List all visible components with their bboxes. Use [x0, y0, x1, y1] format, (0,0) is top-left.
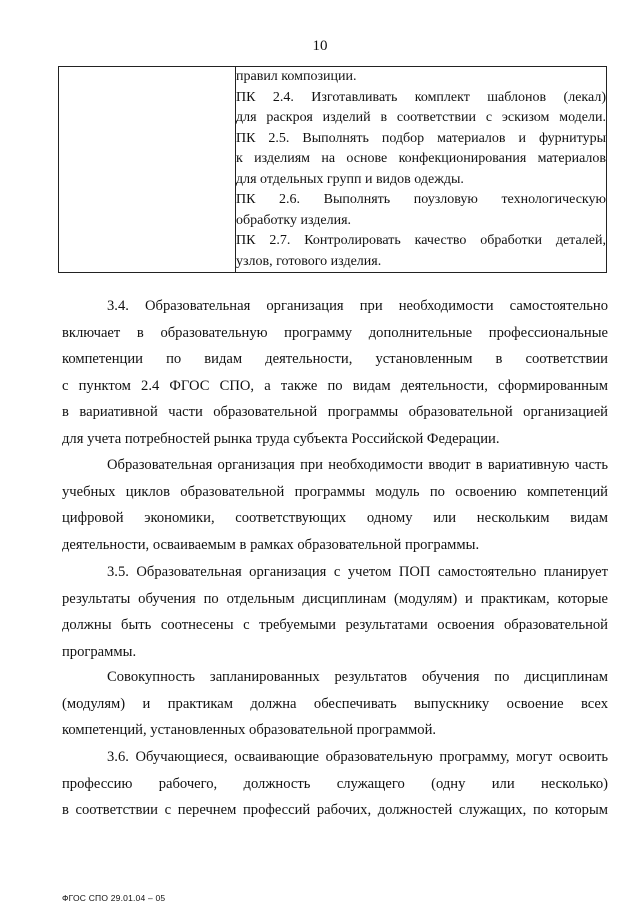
text-line: включает в образовательную программу дополнительные профессиональные: [62, 324, 608, 341]
cell-line: ПК 2.6. Выполнять поузловую технологическую: [236, 192, 606, 207]
cell-line: обработку изделия.: [236, 212, 352, 228]
text-line: Образовательная организация при необходимости вводит в вариативную часть: [107, 457, 608, 473]
text-line: 3.4. Образовательная организация при необходимости самостоятельно: [107, 298, 608, 314]
text-line: в соответствии с перечнем профессий рабочих, должностей служащих, по которым: [62, 802, 608, 819]
table-cell-empty: [59, 67, 236, 273]
paragraph-3-5: [62, 559, 608, 665]
cell-line: ПК 2.4. Изготавливать комплект шаблонов (лекал): [236, 89, 606, 105]
text-line: результаты обучения по отдельным дисциплинам (модулям) и практикам, которые: [62, 590, 608, 607]
text-line: профессию рабочего, должность служащего (одну или несколько): [62, 775, 608, 792]
footer-doc-code: ФГОС СПО 29.01.04 – 05: [62, 893, 166, 903]
text-line: для учета потребностей рынка труда субъекта Российской Федерации.: [62, 430, 500, 447]
text-line: 3.5. Образовательная организация с учетом ПОП самостоятельно планирует: [107, 564, 608, 580]
text-line: компетенции по видам деятельности, установленным в соответствии: [62, 351, 608, 368]
text-line: компетенций, установленных образовательной программой.: [62, 722, 437, 739]
cell-line: правил композиции.: [236, 69, 357, 84]
text-line: в вариативной части образовательной программы образовательной организацией: [62, 404, 608, 421]
cell-line: узлов, готового изделия.: [236, 253, 382, 269]
text-line: цифровой экономики, соответствующих одному или нескольким видам: [62, 510, 608, 527]
text-line: с пунктом 2.4 ФГОС СПО, а также по видам деятельности, сформированным: [62, 377, 608, 394]
text-line: (модулям) и практикам должна обеспечивать выпускнику освоение всех: [62, 695, 608, 712]
text-line: деятельности, осваиваемым в рамках образовательной программы.: [62, 536, 480, 553]
paragraph-3-6: [62, 744, 608, 824]
table-row: [59, 67, 607, 273]
page-number: 10: [312, 38, 328, 54]
text-line: должны быть соотнесены с требуемыми результатами освоения образовательной: [62, 617, 608, 634]
text-line: 3.6. Обучающиеся, осваивающие образовательную программу, могут освоить: [107, 749, 608, 765]
competencies-table: [58, 66, 607, 273]
text-line: учебных циклов образовательной программы модуль по освоению компетенций: [62, 483, 608, 500]
text-line: программы.: [62, 643, 137, 660]
text-line: Совокупность запланированных результатов обучения по дисциплинам: [107, 669, 608, 685]
cell-line: для отдельных групп и видов одежды.: [236, 171, 464, 187]
cell-line: к изделиям на основе конфекционирования материалов: [236, 151, 606, 166]
cell-line: ПК 2.5. Выполнять подбор материалов и фурнитуры: [236, 130, 606, 146]
paragraph-3-4: [62, 293, 608, 453]
paragraph-learning-outcomes: [62, 664, 608, 744]
table-cell-competencies: [236, 67, 607, 273]
cell-line: для раскроя изделий в соответствии с эскизом модели.: [236, 110, 606, 125]
paragraph-digital-economy: [62, 452, 608, 558]
cell-line: ПК 2.7. Контролировать качество обработки деталей,: [236, 233, 606, 248]
